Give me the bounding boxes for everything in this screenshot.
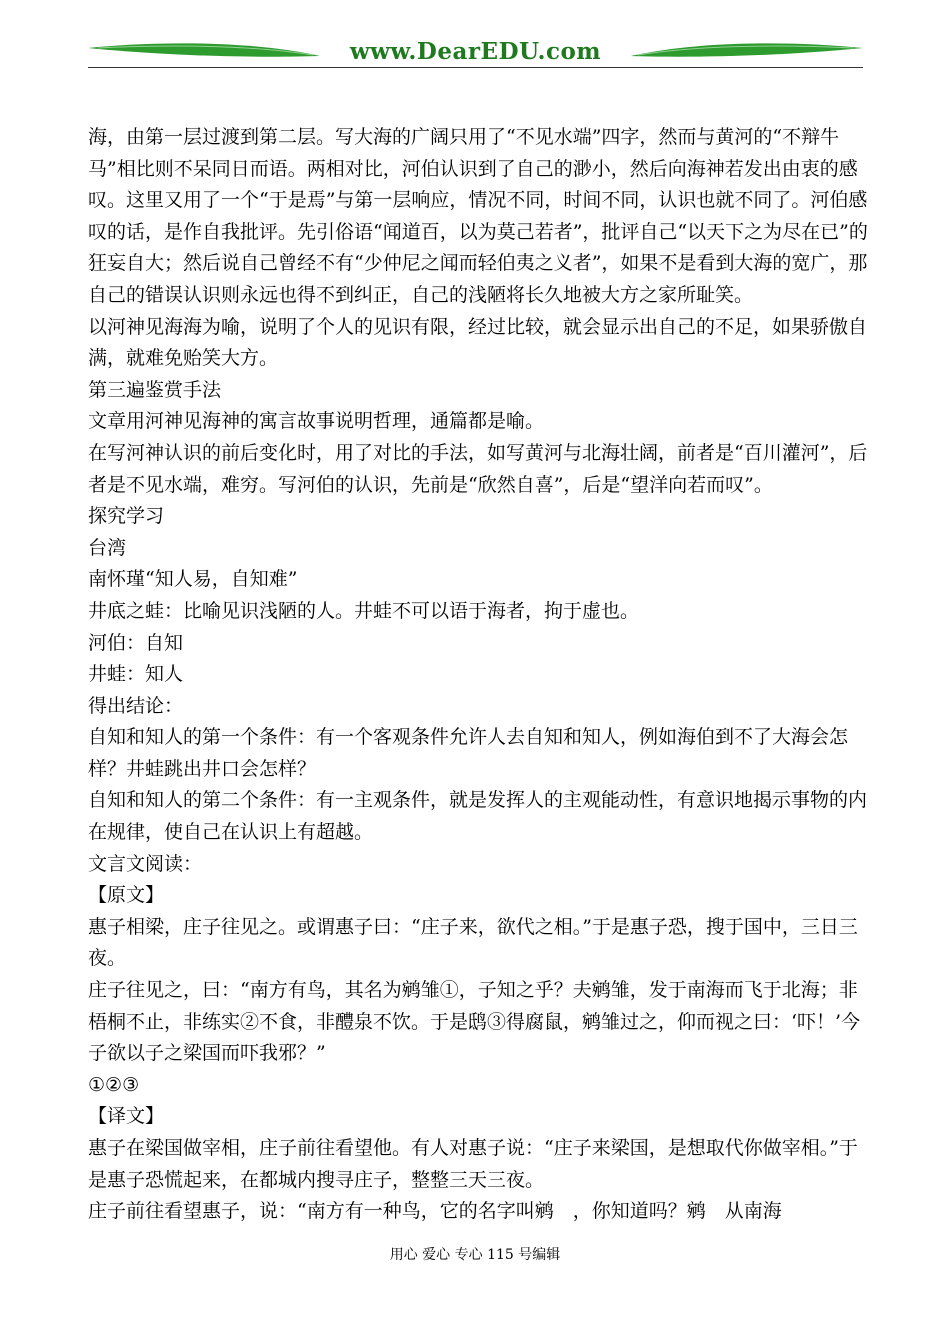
page-footer: 用心 爱心 专心 115 号编辑 [389,1247,561,1263]
paragraph: ①②③ [88,1073,140,1096]
section-heading: 文言文阅读： [88,852,203,875]
paragraph: 台湾 [88,536,127,559]
paragraph: 庄子前往看望惠子，说：“南方有一种鸟，它的名字叫鹓 ，你知道吗？鹓 从南海 [88,1200,782,1223]
paragraph: 海，由第一层过渡到第二层。写大海的广阔只用了“不见水端”四字，然而与黄河的“不辩牛马”相比则不呆同日而语。两相对比，河伯认识到了自己的渺小，然后向海神若发出由衷的感叹。这里又用了一个“于是焉”与第一层响应，情况不同，时间不同，认识也就不同了。河伯感叹的话，是作自我批评。先引俗语“闻道百，以为莫己若者”，批评自己“以天下之为尽在已”的狂妄自大；然后说自己曾经不有“少仲尼之闻而轻伯夷之义者”，如果不是看到大海的宽广，那自己的错误认识则永远也得不到纠正，自己的浅陋将长久地被大方之家所耻笑。 [88,126,868,306]
paragraph: 得出结论： [88,694,184,717]
paragraph: 自知和知人的第一个条件：有一个客观条件允许人去自知和知人，例如海伯到不了大海会怎样？井蛙跳出井口会怎样？ [88,726,849,780]
section-heading: 【译文】 [88,1105,165,1128]
paragraph: 文章用河神见海神的寓言故事说明哲理，通篇都是喻。 [88,410,545,433]
paragraph: 以河神见海海为喻，说明了个人的见识有限，经过比较，就会显示出自己的不足，如果骄傲自满，就难免贻笑大方。 [88,315,868,370]
section-heading: 探究学习 [88,505,165,528]
paragraph: 井底之蛙：比喻见识浅陋的人。井蛙不可以语于海者，拘于虚也。 [88,599,640,622]
paragraph: 庄子往见之，曰：“南方有鸟，其名为鹓雏①，子知之乎？夫鹓雏，发于南海而飞于北海；非梧桐不止，非练实②不食，非醴泉不饮。于是鸱③得腐鼠，鹓雏过之，仰而视之曰：‘吓！’今子欲以子之梁国而吓我邪？” [88,979,861,1065]
paragraph: 惠子在梁国做宰相，庄子前往看望他。有人对惠子说：“庄子来梁国，是想取代你做宰相。”于是惠子恐慌起来，在都城内搜寻庄子，整整三天三夜。 [88,1137,858,1191]
section-heading: 第三遍鉴赏手法 [88,378,222,401]
paragraph: 惠子相梁，庄子往见之。或谓惠子曰：“庄子来，欲代之相。”于是惠子恐，搜于国中，三日三夜。 [88,915,858,970]
header-rule [88,67,863,68]
paragraph: 自知和知人的第二个条件：有一主观条件，就是发挥人的主观能动性，有意识地揭示事物的内在规律，使自己在认识上有超越。 [88,789,868,844]
section-heading: 【原文】 [88,884,165,907]
site-brand: www.DearEDU.com [349,38,602,65]
document-body [88,122,868,1228]
paragraph: 在写河神认识的前后变化时，用了对比的手法，如写黄河与北海壮阔，前者是“百川灌河”，后者是不见水端，难穷。写河伯的认识，先前是“欣然自喜”，后是“望洋向若而叹”。 [88,441,868,496]
paragraph: 河伯：自知 [88,631,184,654]
paragraph: 井蛙：知人 [88,663,184,686]
paragraph: 南怀瑾“知人易，自知难” [88,568,298,591]
